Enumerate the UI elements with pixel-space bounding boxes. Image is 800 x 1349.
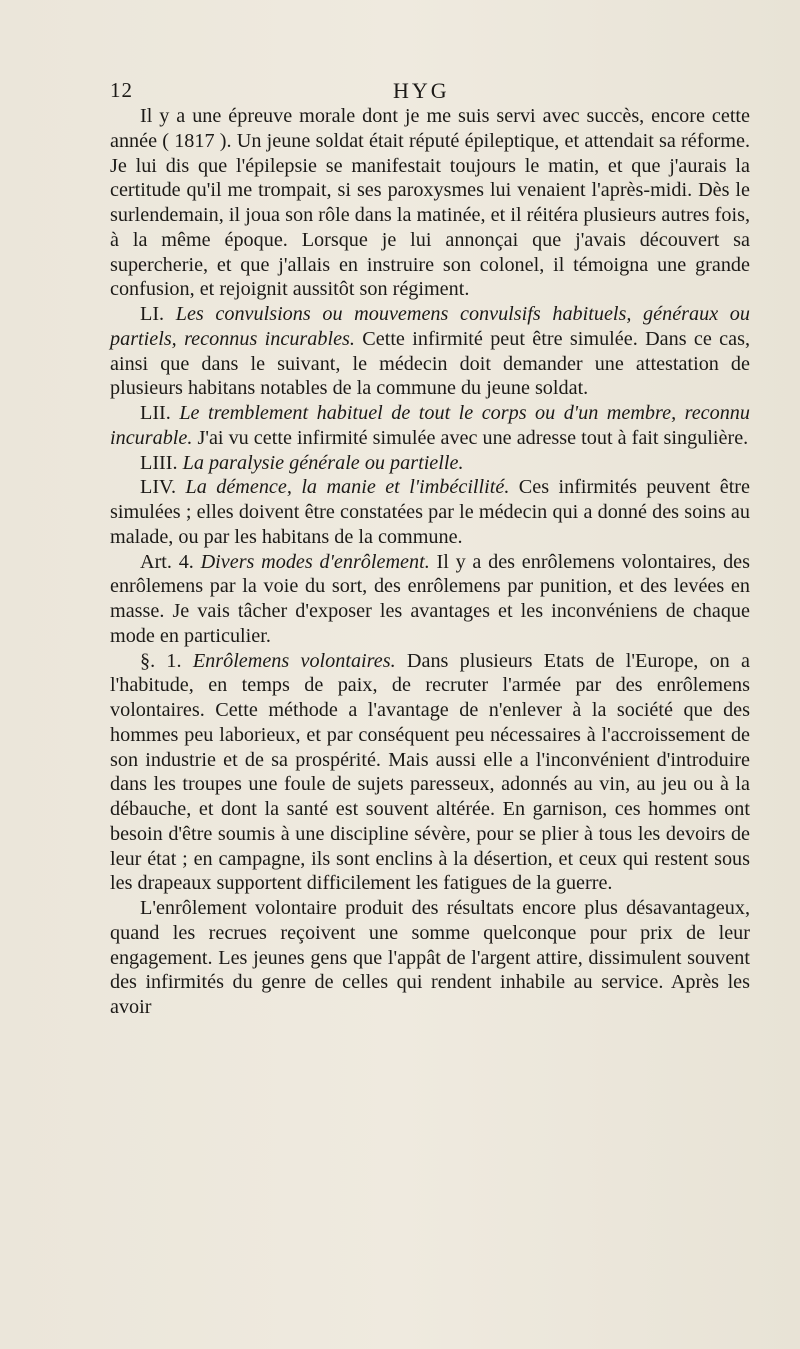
paragraph bbox=[110, 896, 750, 1020]
paragraph-label: LIV. bbox=[140, 476, 186, 499]
paragraph-text: L'enrôlement volontaire produit des résultats encore plus désavantageux, quand les recrues reçoivent une somme quelconque pour prix de leur engagement. Les jeunes gens que l'appât de l'argent attire, dissimulent souvent des infirmités du genre de celles qui rendent inhabile au service. Après les avoir bbox=[110, 897, 750, 1018]
paragraph bbox=[110, 475, 750, 549]
page-body bbox=[110, 104, 750, 1020]
paragraph bbox=[110, 302, 750, 401]
paragraph-text: Il y a des enrôlemens volontaires, des enrôlemens par la voie du sort, des enrôlemens par punition, et des levées en masse. Je vais tâcher d'exposer les avantages et les inconvéniens de chaque mode en particulier. bbox=[110, 550, 750, 647]
paragraph-label: Art. 4. bbox=[140, 550, 201, 573]
paragraph-text: Ces infirmités peuvent être simulées ; elles doivent être constatées par le médecin qui a donné des soins au malade, ou par les habitans de la commune. bbox=[110, 476, 750, 548]
paragraph bbox=[110, 649, 750, 897]
paragraph bbox=[110, 550, 750, 649]
page-number: 12 bbox=[110, 78, 133, 102]
paragraph bbox=[110, 104, 750, 302]
paragraph-lead: Le tremblement habituel de tout le corps ou d'un membre, reconnu incurable. bbox=[110, 402, 750, 449]
paragraph bbox=[110, 451, 750, 476]
paragraph-lead: La paralysie générale ou partielle. bbox=[182, 451, 464, 474]
paragraph-text: Dans plusieurs Etats de l'Europe, on a l'habitude, en temps de paix, de recruter l'armée par des enrôlemens volontaires. Cette méthode a l'avantage de n'enlever à la société que des hommes peu laborieux, et par conséquent peu nécessaires à l'accroissement de son industrie et de sa prospérité. Mais aussi elle a l'inconvénient d'introduire dans les troupes une foule de sujets paresseux, adonnés au vin, au jeu ou à la débauche, et dont la santé est souvent altérée. En garnison, ces hommes ont besoin d'être soumis à une discipline sévère, pour se plier à tous les devoirs de leur état ; en campagne, ils sont enclins à la désertion, et ceux qui restent sous les drapeaux supportent difficilement les fatigues de la guerre. bbox=[110, 649, 750, 895]
paragraph-label: §. 1. bbox=[140, 649, 193, 672]
paragraph-label: LI. bbox=[140, 303, 176, 325]
running-head: HYG bbox=[393, 78, 450, 103]
paragraph bbox=[110, 401, 750, 451]
paragraph-text: Cette infirmité peut être simulée. Dans ce cas, ainsi que dans le suivant, le médecin doit demander une attestation de plusieurs habitans notables de la commune du jeune soldat. bbox=[110, 327, 750, 400]
paragraph-label: LII. bbox=[140, 402, 180, 424]
paragraph-label: LIII. bbox=[140, 451, 183, 474]
paragraph-lead: Enrôlemens volontaires. bbox=[192, 649, 396, 672]
paragraph-text: Il y a une épreuve morale dont je me suis servi avec succès, encore cette année ( 1817 ). Un jeune soldat était réputé épileptique, et attendait sa réforme. Je lui dis que l'épilepsie se manifestait toujours le matin, et que j'aurais la certitude qu'il me trompait, si ses paroxysmes lui venaient l'après-midi. Dès le surlendemain, il joua son rôle dans la matinée, et il réitéra plusieurs autres fois, à la même époque. Lorsque je lui annonçai que j'avais découvert sa supercherie, et que j'allais en instruire son colonel, il témoigna une grande confusion, et rejoignit aussitôt son régiment. bbox=[110, 105, 750, 301]
paragraph-lead: La démence, la manie et l'imbécillité. bbox=[185, 476, 510, 499]
paragraph-lead: Les convulsions ou mouvemens convulsifs habituels, généraux ou partiels, reconnus incurables. bbox=[110, 303, 750, 350]
paragraph-lead: Divers modes d'enrôlement. bbox=[200, 550, 430, 573]
paragraph-text: J'ai vu cette infirmité simulée avec une adresse tout à fait singulière. bbox=[192, 426, 749, 449]
